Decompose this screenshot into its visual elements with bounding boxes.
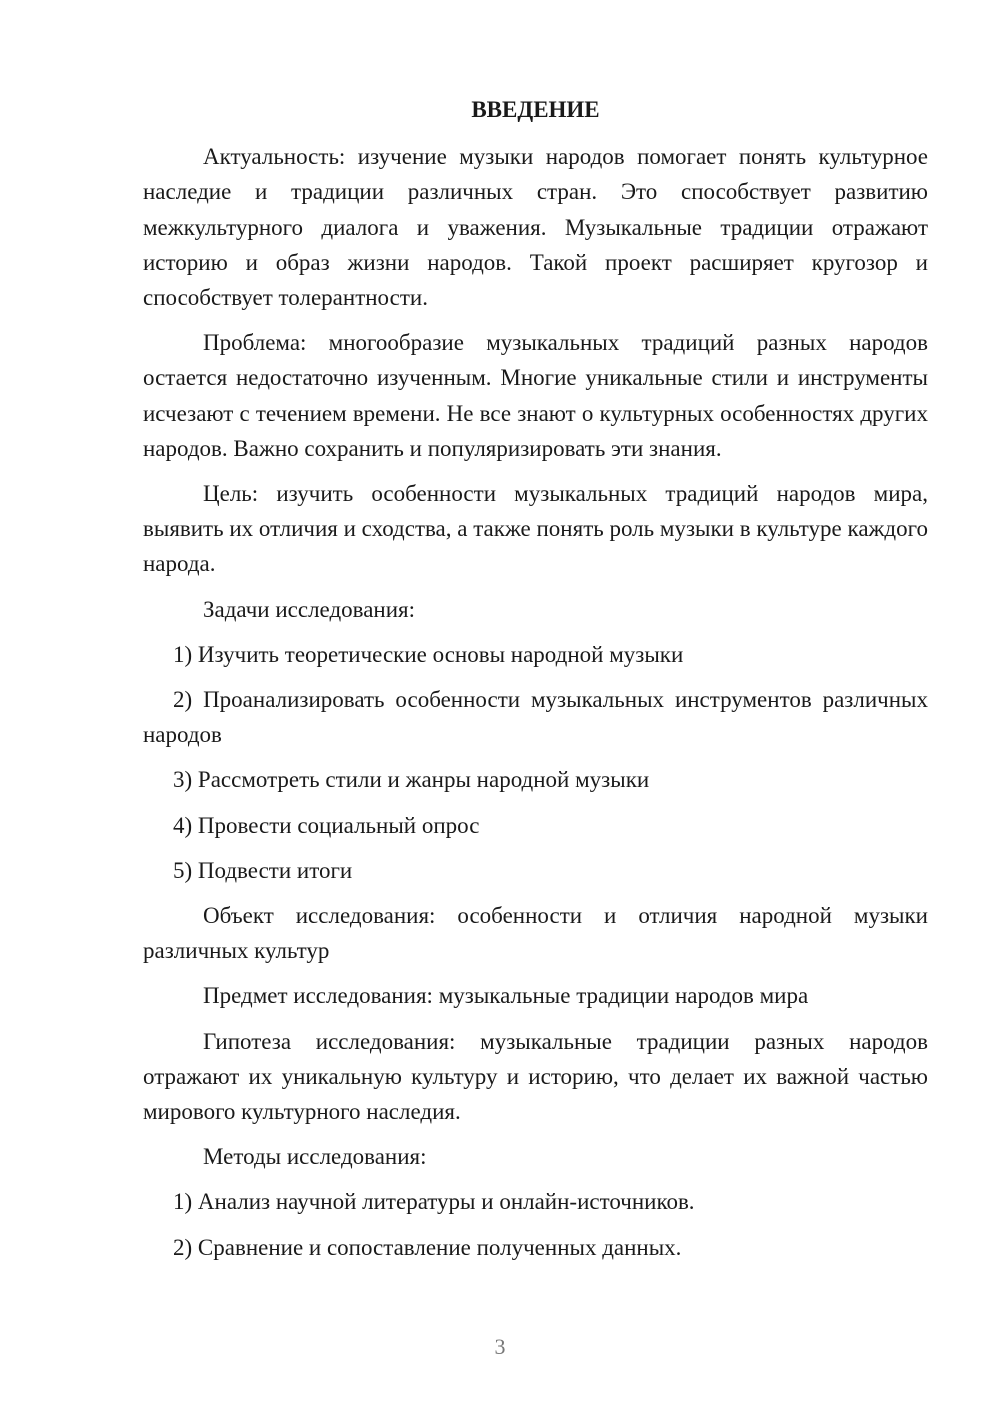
document-page: [143, 92, 928, 1275]
problem-paragraph: Проблема: многообразие музыкальных традиций разных народов остается недостаточно изученным. Многие уникальные стили и инструменты исчезают с течением времени. Не все знают о культурных особенностях других народов. Важно сохранить и популяризировать эти знания.: [143, 330, 928, 461]
goal-paragraph: Цель: изучить особенности музыкальных традиций народов мира, выявить их отличия и сходства, а также понять роль музыки в культуре каждого народа.: [143, 481, 928, 577]
section-title: ВВЕДЕНИЕ: [471, 97, 600, 122]
subject-paragraph: Предмет исследования: музыкальные традиции народов мира: [203, 983, 809, 1009]
task-item: 1) Изучить теоретические основы народной музыки: [173, 641, 684, 667]
relevance-paragraph: Актуальность: изучение музыки народов помогает понять культурное наследие и традиции различных стран. Это способствует развитию межкультурного диалога и уважения. Музыкальные традиции отражают историю и образ жизни народов. Такой проект расширяет кругозор и способствует толерантности.: [143, 144, 928, 311]
method-item: 1) Анализ научной литературы и онлайн-источников.: [173, 1189, 695, 1215]
tasks-heading: Задачи исследования:: [203, 596, 416, 622]
method-item: 2) Сравнение и сопоставление полученных данных.: [173, 1234, 682, 1260]
page-number: 3: [494, 1334, 506, 1359]
task-item: 5) Подвести итоги: [173, 857, 353, 883]
methods-heading: Методы исследования:: [203, 1144, 427, 1170]
task-item: 2) Проанализировать особенности музыкальных инструментов различных народов: [143, 687, 928, 748]
hypothesis-paragraph: Гипотеза исследования: музыкальные традиции разных народов отражают их уникальную культуру и историю, что делает их важной частью мирового культурного наследия.: [143, 1028, 928, 1125]
task-item: 4) Провести социальный опрос: [173, 812, 480, 838]
task-item: 3) Рассмотреть стили и жанры народной музыки: [173, 767, 650, 793]
object-paragraph: Объект исследования: особенности и отличия народной музыки различных культур: [143, 903, 928, 964]
